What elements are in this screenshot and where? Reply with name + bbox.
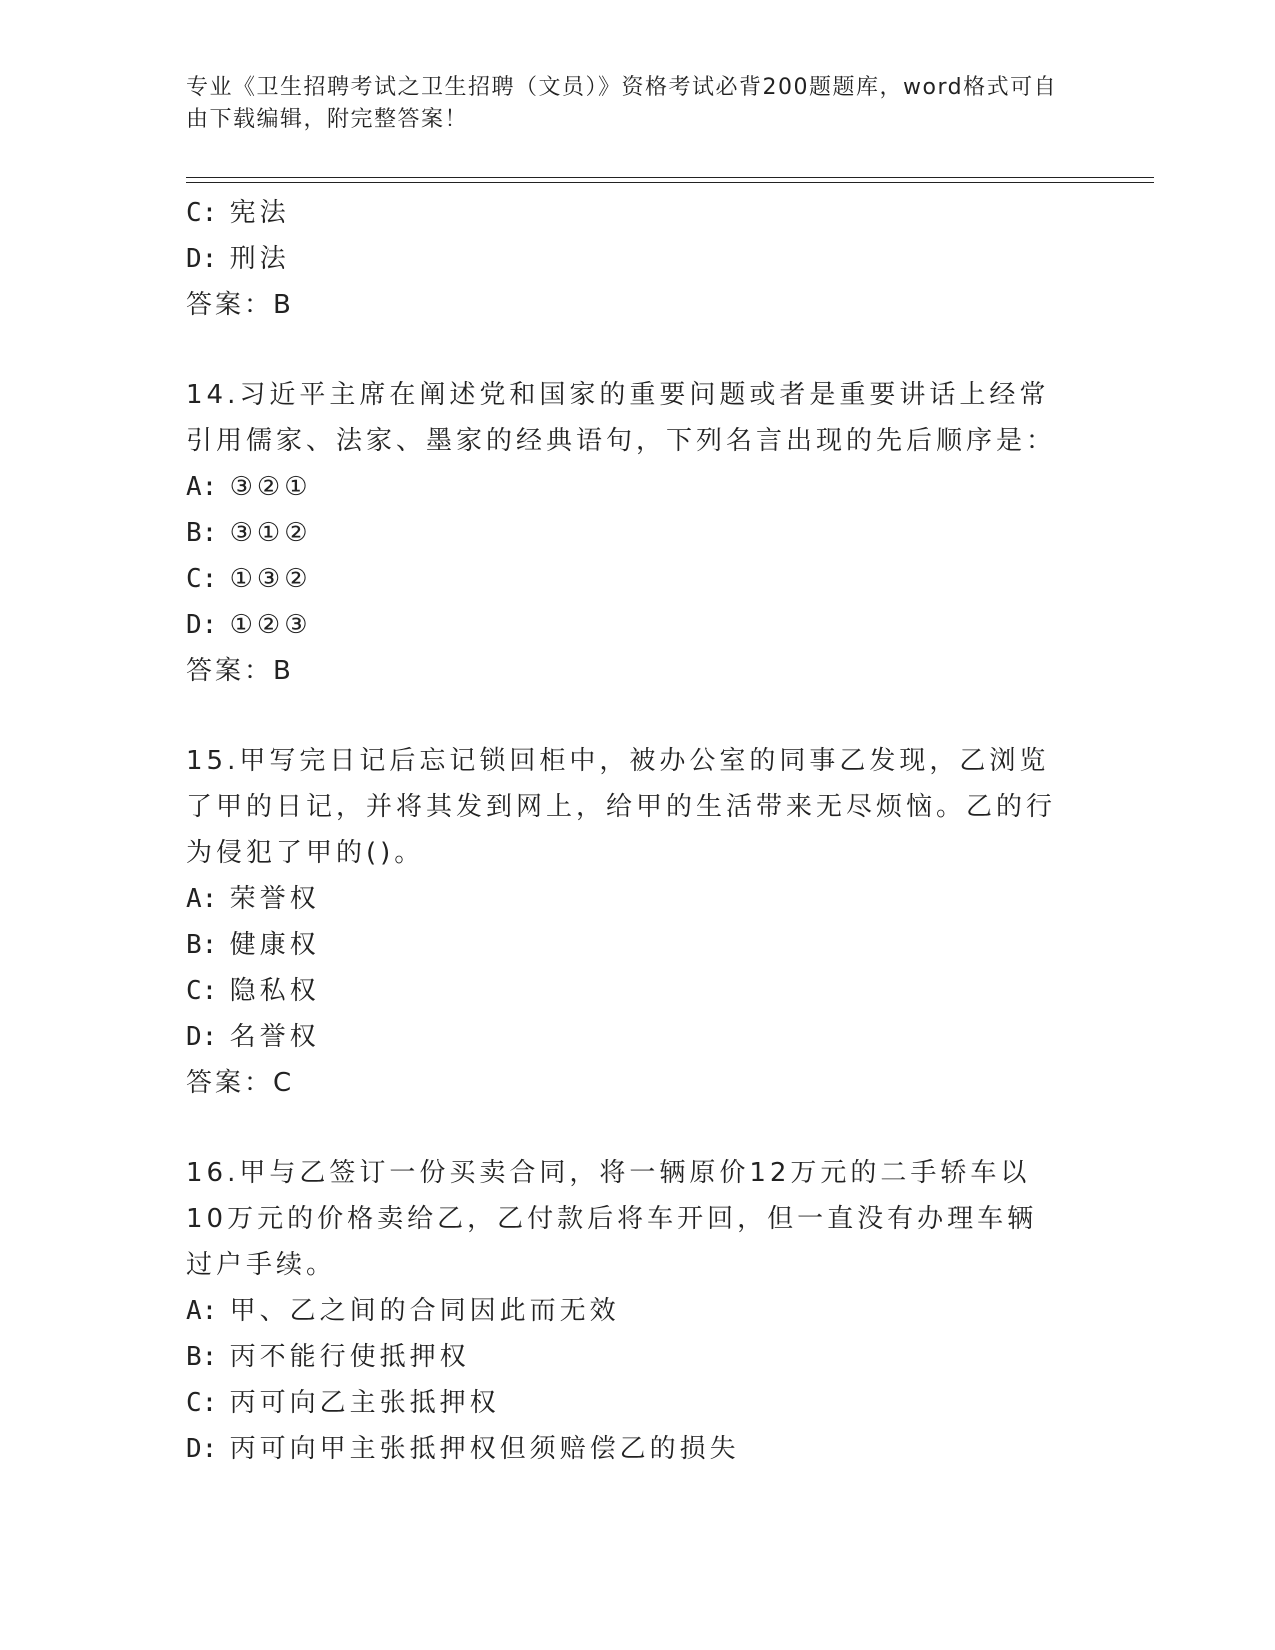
- option-label: D:: [186, 1022, 218, 1052]
- option-label: B:: [186, 930, 218, 960]
- option-label: A:: [186, 884, 218, 914]
- option-d: [186, 602, 1086, 648]
- option-label: C:: [186, 198, 218, 228]
- option-text: 刑法: [229, 244, 290, 274]
- header-divider-second: [186, 182, 1154, 183]
- option-text: 宪法: [229, 198, 290, 228]
- question-block: [186, 738, 1086, 1106]
- option-b: [186, 1334, 1086, 1380]
- answer-line: 答案：C: [186, 1068, 295, 1098]
- option-text: 丙可向乙主张抵押权: [229, 1388, 500, 1418]
- option-text: 名誉权: [229, 1022, 320, 1052]
- option-text: ③①②: [229, 518, 312, 548]
- option-text: ①③②: [229, 564, 312, 594]
- option-a: [186, 876, 1086, 922]
- option-label: D:: [186, 1434, 218, 1464]
- page-header: 专业《卫生招聘考试之卫生招聘（文员）》资格考试必背200题题库，word格式可自由下载编辑，附完整答案！: [186, 75, 1058, 132]
- option-d: [186, 236, 1086, 282]
- option-label: A:: [186, 1296, 218, 1326]
- option-c: [186, 556, 1086, 602]
- answer-line: 答案：B: [186, 656, 294, 686]
- option-text: 健康权: [229, 930, 320, 960]
- option-text: 丙不能行使抵押权: [229, 1342, 470, 1372]
- option-d: [186, 1014, 1086, 1060]
- option-text: 甲、乙之间的合同因此而无效: [229, 1296, 620, 1326]
- option-b: [186, 510, 1086, 556]
- option-label: B:: [186, 518, 218, 548]
- question-stem: 16.甲与乙签订一份买卖合同，将一辆原价12万元的二手轿车以10万元的价格卖给乙，乙付款后将车开回，但一直没有办理车辆过户手续。: [186, 1158, 1038, 1280]
- option-label: B:: [186, 1342, 218, 1372]
- option-label: A:: [186, 472, 218, 502]
- option-text: 隐私权: [229, 976, 320, 1006]
- option-c: [186, 190, 1086, 236]
- option-a: [186, 464, 1086, 510]
- option-text: 丙可向甲主张抵押权但须赔偿乙的损失: [229, 1434, 740, 1464]
- option-a: [186, 1288, 1086, 1334]
- header-divider: [186, 177, 1154, 178]
- option-c: [186, 968, 1086, 1014]
- option-b: [186, 922, 1086, 968]
- answer-line: 答案：B: [186, 290, 294, 320]
- option-text: ③②①: [229, 472, 312, 502]
- option-label: C:: [186, 564, 218, 594]
- option-d: [186, 1426, 1086, 1472]
- option-label: D:: [186, 244, 218, 274]
- question-block: [186, 372, 1086, 694]
- option-c: [186, 1380, 1086, 1426]
- question-stem: 14.习近平主席在阐述党和国家的重要问题或者是重要讲话上经常引用儒家、法家、墨家的经典语句，下列名言出现的先后顺序是：: [186, 380, 1057, 456]
- option-label: C:: [186, 1388, 218, 1418]
- option-text: ①②③: [229, 610, 312, 640]
- question-block: [186, 1150, 1086, 1472]
- question-stem: 15.甲写完日记后忘记锁回柜中，被办公室的同事乙发现，乙浏览了甲的日记，并将其发到网上，给甲的生活带来无尽烦恼。乙的行为侵犯了甲的()。: [186, 746, 1057, 868]
- question-content: [186, 190, 1086, 1472]
- option-label: C:: [186, 976, 218, 1006]
- option-label: D:: [186, 610, 218, 640]
- option-text: 荣誉权: [229, 884, 320, 914]
